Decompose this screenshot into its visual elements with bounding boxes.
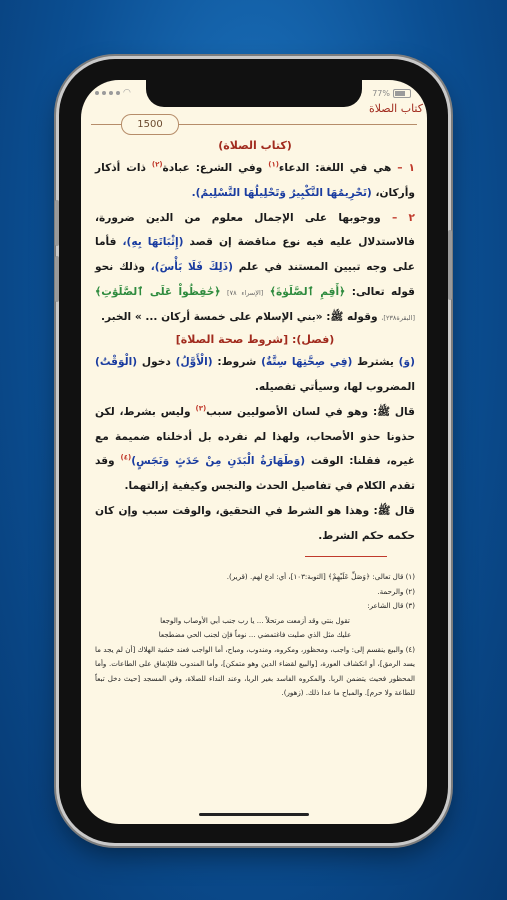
matn-quote: (الْوَقْتُ) (95, 355, 138, 368)
power-button (448, 230, 452, 300)
text-run: فأما على وجه تبيين المستند في علم (95, 236, 415, 274)
footnote: (٢) والرحمة. (377, 586, 415, 596)
quran-verse: ﴿أَقِمِ ٱلصَّلَوٰةَ﴾ (269, 286, 346, 299)
footnote-divider (305, 556, 387, 557)
page-number-badge[interactable]: 1500 (121, 114, 179, 135)
hadith-quote: (تَحْرِيمُهَا التَّكْبِيرُ وَتَحْلِيلُهَا التَّسْلِيمُ). (191, 186, 372, 199)
quran-verse: ﴿حَٰفِظُواْ عَلَى ٱلصَّلَوَٰتِ﴾ (95, 286, 221, 299)
verse-reference: [الإسراء ٧٨] (227, 289, 264, 298)
text-run: وقوله ﷺ: «بني الإسلام على خمسة أركان ... » الخبر. (100, 311, 378, 324)
section-title: (كتاب الصلاة) (218, 139, 292, 152)
book-title: كتاب الصلاة (368, 102, 423, 115)
paragraph-number: ١ – (397, 161, 415, 174)
text-run: يشترط (357, 355, 394, 368)
page-content (95, 136, 415, 549)
footnotes (95, 570, 415, 701)
matn-quote: (ذَلِكَ فَلَا بَأْسَ)، (150, 261, 233, 274)
app-screen (81, 80, 427, 824)
fasl-title: (فصل): [شروط صحة الصلاة] (175, 333, 335, 347)
signal-dot-icon (102, 91, 106, 95)
paragraph-3 (95, 350, 415, 400)
status-bar-left (95, 86, 131, 100)
volume-up-button (55, 200, 59, 246)
paragraph-4 (95, 400, 415, 500)
paragraph-2 (95, 206, 415, 330)
text-run: ذات أذكار وأركان، (95, 161, 415, 199)
text-run: وليس بشرط، لكن حذونا حذو الأصحاب، ولهذا لم نفرده بل أدخلناه ضميمة مع غيره، فقلنا: الوقت (95, 405, 415, 468)
footnote-ref[interactable]: (٣) (195, 404, 207, 413)
footnote-ref[interactable]: (٢) (151, 160, 163, 169)
text-run: وذلك نحو قوله تعالى: (95, 261, 415, 299)
text-run: هي في اللغة: الدعاء (278, 161, 392, 174)
footnote: (٤) والبيع ينقسم إلى: واجب، ومحظور، ومكروه، ومندوب، ومباح، أما الواجب فعند خشية الهلاك [أن لم يجد ما يسد الرمق]، أو انكشاف العورة، [والبيع لقضاء الدين وهو متمكن]، وأما المندوب فللإنفاق على الطاعات. وأما المحظور فحيث يتضمن الربا. والمكروه الفاسد بغير الربا، وعند النداء للصلاة، وفي المسجد [حيث دخل تبعاً للطاعة ولا حرم]. والمباح ما عدا ذلك. (زهور). (95, 644, 415, 698)
footnote: (٣) قال الشاعر: (367, 601, 415, 611)
signal-dot-icon (109, 91, 113, 95)
text-run: وقد تقدم الكلام في تفاصيل الحدث والنجس وكيفية إزالتهما. (95, 455, 415, 493)
battery-percent: 77% (372, 88, 390, 98)
verse-reference: [البقرة٢٣٨]، (381, 314, 415, 323)
signal-dot-icon (116, 91, 120, 95)
text-run: ووجوبها على الإجمال معلوم من الدين ضرورة، فالاستدلال عليه فيه نوع مناقضة إن قصد (95, 211, 415, 249)
text-run: المضروب لها، وسيأتي تفصيله. (254, 380, 415, 393)
paragraph-number: ٢ – (392, 211, 415, 224)
matn-quote: (الْأَوَّلُ) (175, 355, 213, 368)
home-indicator[interactable] (199, 813, 309, 816)
signal-dot-icon (95, 91, 99, 95)
text-run: شروط: (217, 355, 257, 368)
matn-quote: (وَ) (398, 355, 415, 368)
footnote: (١) قال تعالى: ﴿وَصَلِّ عَلَيْهِمْ﴾ [التوبة:١٠٣]، أي: ادع لهم. (قرير). (226, 572, 415, 581)
status-bar-right (372, 86, 411, 100)
matn-quote: (إِثْبَاتَهَا بِهِ)، (122, 236, 184, 249)
text-run: دخول (141, 355, 171, 368)
paragraph-5: قال ﷺ: وهذا هو الشرط في التحقيق، والوقت سبب وإن كان حكمه حكم الشرط. (95, 505, 415, 543)
footnote-ref[interactable]: (١) (268, 160, 279, 169)
footnote-verse: عليك مثل الذي صليت فاغتمضي ... نوماً فإن لجنب الحي مضطجعا (158, 630, 352, 640)
text-run: قال ﷺ: وهو في لسان الأصوليين سبب (206, 405, 415, 418)
notch (146, 80, 362, 107)
footnote-ref[interactable]: (٤) (120, 453, 132, 462)
matn-quote: (وَطَهَارَةُ الْبَدَنِ مِنْ حَدَثٍ وَنَجَسٍ) (131, 455, 306, 468)
text-run: وفي الشرع: عبادة (162, 161, 263, 174)
volume-down-button (55, 256, 59, 302)
matn-quote: (فِي صِحَّتِهَا سِتَّةٌ) (261, 355, 353, 368)
footnote-verse: تقول بنتي وقد أزمعت مرتحلاً ... يا رب جنب أبي الأوصاب والوجعا (160, 615, 350, 625)
battery-icon (393, 89, 411, 98)
paragraph-1 (95, 156, 415, 206)
wifi-icon: ◠ (123, 88, 131, 98)
